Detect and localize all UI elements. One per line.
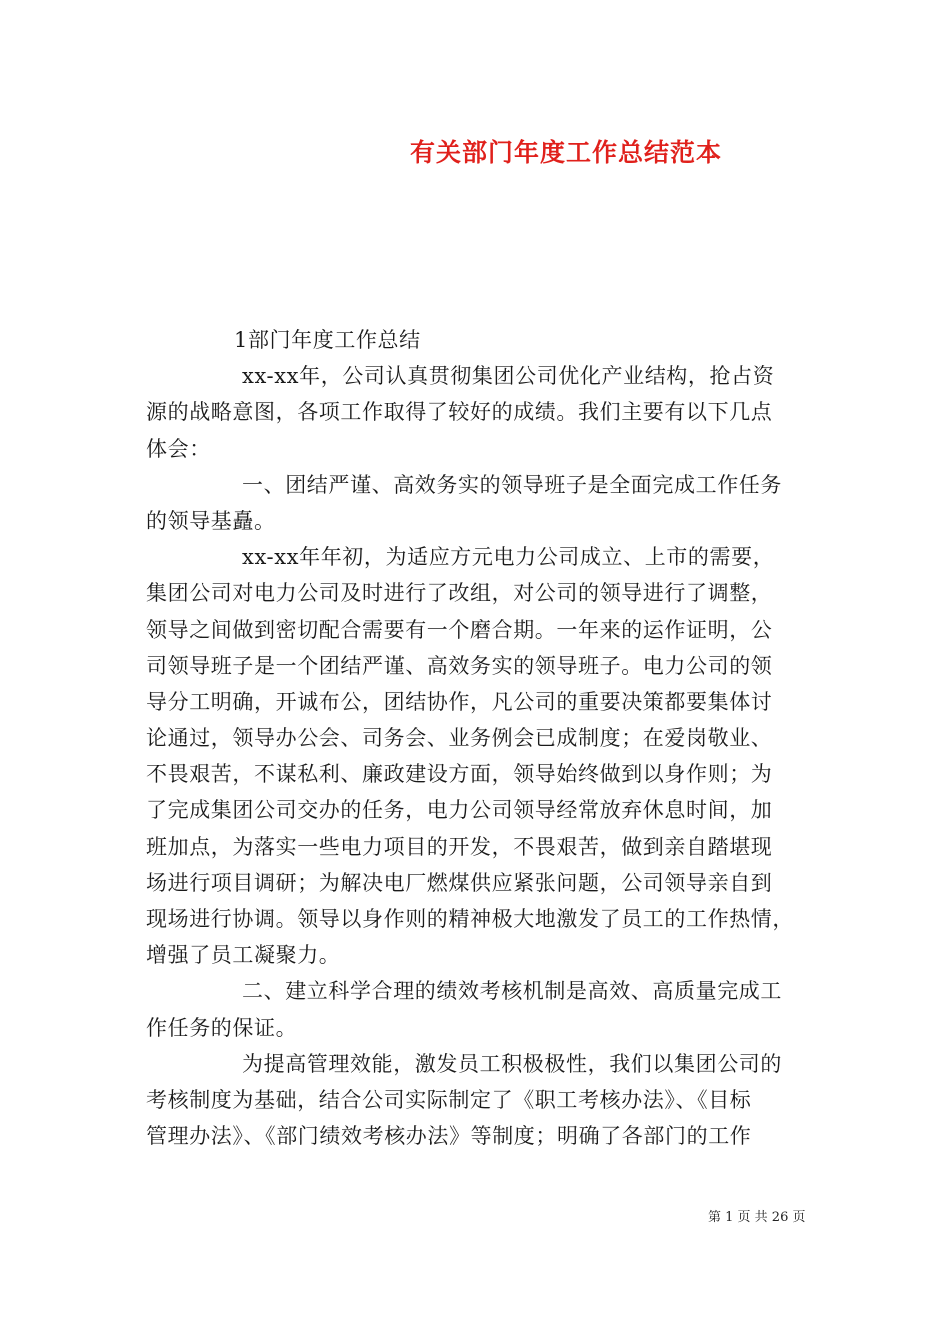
- paragraph-line: 现场进行协调。领导以身作则的精神极大地激发了员工的工作热情，: [146, 907, 794, 931]
- paragraph-line: 班加点，为落实一些电力项目的开发，不畏艰苦，做到亲自踏堪现: [146, 834, 773, 859]
- paragraph-line: 二、建立科学合理的绩效考核机制是高效、高质量完成工: [242, 979, 782, 1004]
- paragraph-line: 司领导班子是一个团结严谨、高效务实的领导班子。电力公司的领: [146, 653, 773, 678]
- section-heading: 1部门年度工作总结: [234, 328, 421, 352]
- paragraph-line: 管理办法》、《部门绩效考核办法》等制度；明确了各部门的工作: [146, 1124, 752, 1149]
- paragraph-line: 考核制度为基础，结合公司实际制定了《职工考核办法》、《目标: [146, 1087, 752, 1112]
- paragraph-line: xx-xx年，公司认真贯彻集团公司优化产业结构，抢占资: [242, 364, 775, 389]
- paragraph-line: 不畏艰苦，不谋私利、廉政建设方面，领导始终做到以身作则；为: [146, 762, 773, 787]
- paragraph-line: 领导之间做到密切配合需要有一个磨合期。一年来的运作证明，公: [146, 617, 773, 642]
- paragraph-line: 体会：: [146, 436, 211, 461]
- paragraph-line: 一、团结严谨、高效务实的领导班子是全面完成工作任务: [242, 472, 782, 497]
- document-title: 有关部门年度工作总结范本: [410, 138, 723, 167]
- page-number-footer: 第 1 页 共 26 页: [708, 1210, 806, 1225]
- document-body: [146, 322, 826, 1154]
- paragraph-line: 场进行项目调研；为解决电厂燃煤供应紧张问题，公司领导亲自到: [146, 870, 773, 895]
- paragraph-line: 导分工明确，开诚布公，团结协作，凡公司的重要决策都要集体讨: [146, 689, 773, 714]
- paragraph-line: 为提高管理效能，激发员工积极极性，我们以集团公司的: [242, 1051, 782, 1076]
- paragraph-line: 集团公司对电力公司及时进行了改组，对公司的领导进行了调整，: [146, 581, 773, 606]
- paragraph-line: 的领导基矗。: [146, 508, 276, 533]
- paragraph-line: 增强了员工凝聚力。: [146, 943, 341, 968]
- paragraph-line: 源的战略意图，各项工作取得了较好的成绩。我们主要有以下几点: [146, 400, 773, 425]
- paragraph-line: 了完成集团公司交办的任务，电力公司领导经常放弃休息时间，加: [146, 798, 773, 823]
- paragraph-line: 论通过，领导办公会、司务会、业务例会已成制度；在爱岗敬业、: [146, 726, 773, 751]
- paragraph-line: xx-xx年年初，为适应方元电力公司成立、上市的需要，: [242, 545, 775, 570]
- paragraph-line: 作任务的保证。: [146, 1015, 298, 1040]
